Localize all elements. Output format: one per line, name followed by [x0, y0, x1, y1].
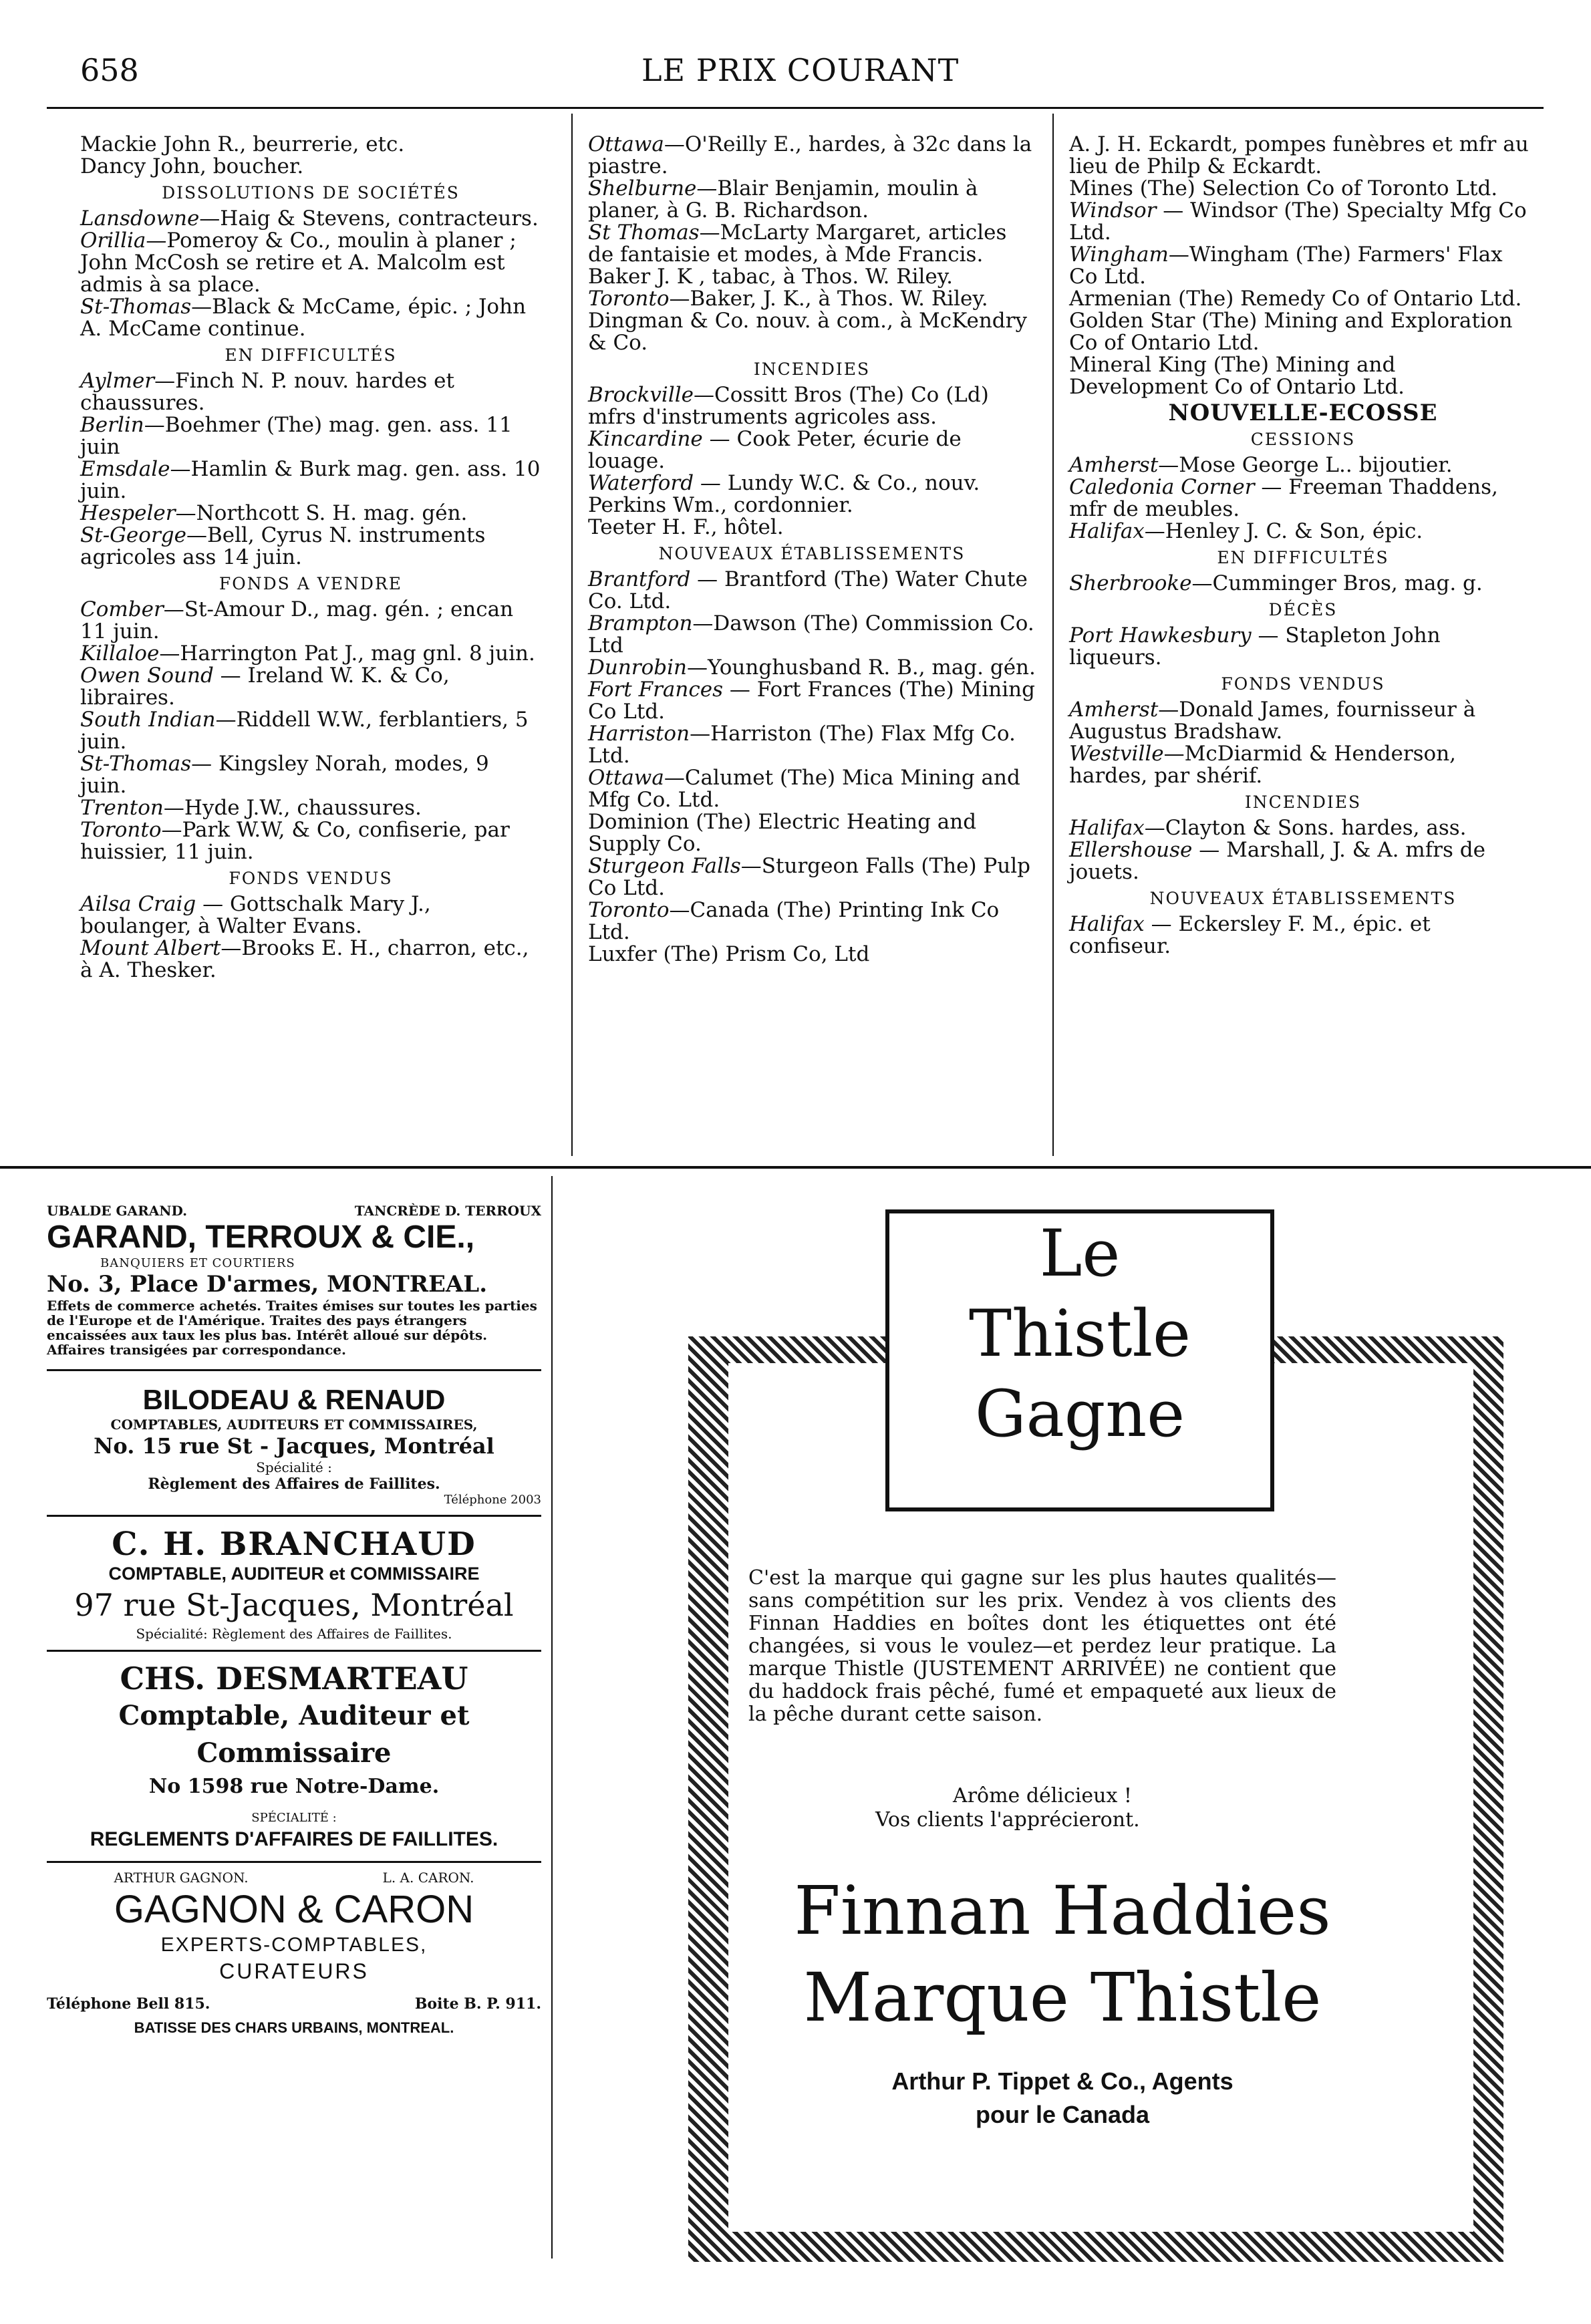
partner-name: L. A. CARON. [382, 1870, 474, 1886]
ad-desmarteau [47, 1660, 541, 1854]
product-name [768, 1868, 1356, 2041]
firm-subtitle: Comptable, Auditeur et Commissaire [118, 1700, 470, 1769]
firm-subtitle: BANQUIERS ET COURTIERS [100, 1256, 295, 1270]
entry: Mineral King (The) Mining and Development Co of Ontario Ltd. [1069, 353, 1405, 399]
ad-gagnon [47, 1870, 541, 2037]
entry: Amherst—Donald James, fournisseur à Augustus Bradshaw. [1069, 698, 1476, 744]
firm-subtitle-2: CURATEURS [219, 1959, 369, 1983]
telephone: Téléphone 2003 [444, 1493, 541, 1507]
running-title: LE PRIX COURANT [641, 52, 960, 88]
entry: Baker J. K , tabac, à Thos. W. Riley. [588, 265, 954, 289]
ad-rule [47, 1515, 541, 1517]
ad-divider [551, 1176, 553, 2259]
firm-subtitle: COMPTABLE, AUDITEUR et COMMISSAIRE [108, 1564, 480, 1584]
ad-rule [47, 1650, 541, 1652]
entry: Lansdowne—Haig & Stevens, contracteurs. [80, 206, 539, 231]
entry: Comber—St-Amour D., mag. gén. ; encan 11 juin. [80, 597, 514, 643]
section-heading: FONDS VENDUS [1221, 674, 1385, 694]
agent-line: Arthur P. Tippet & Co., Agents [891, 2067, 1234, 2095]
entry: Perkins Wm., cordonnier. [588, 493, 853, 517]
entry: Ellershouse — Marshall, J. & A. mfrs de jouets. [1069, 838, 1485, 884]
province-heading: NOUVELLE-ECOSSE [1168, 400, 1438, 426]
entry: Ottawa—Calumet (The) Mica Mining and Mfg Co. Ltd. [588, 766, 1020, 812]
section-rule [0, 1166, 1591, 1169]
entry: Westville—McDiarmid & Henderson, hardes, par shérif. [1069, 742, 1457, 788]
ad-bilodeau [47, 1383, 541, 1507]
ad-branchaud [47, 1525, 541, 1642]
section-heading: CESSIONS [1250, 430, 1356, 449]
entry: St Thomas—McLarty Margaret, articles de fantaisie et modes, à Mde Francis. [588, 221, 1007, 267]
entry: Toronto—Canada (The) Printing Ink Co Ltd. [588, 898, 1000, 944]
entry: Harriston—Harriston (The) Flax Mfg Co. Ltd. [588, 722, 1016, 768]
title-line: Thistle [969, 1296, 1191, 1371]
entry: Sherbrooke—Cumminger Bros, mag. g. [1069, 571, 1483, 595]
firm-address: 97 rue St-Jacques, Montréal [74, 1587, 514, 1623]
entry: Halifax—Henley J. C. & Son, épic. [1069, 519, 1423, 543]
title-line: Gagne [974, 1376, 1185, 1451]
partner-name: UBALDE GARAND. [47, 1203, 188, 1219]
business-ads [47, 1203, 541, 2037]
entry: Brockville—Cossitt Bros (The) Co (Ld) mfrs d'instruments agricoles ass. [588, 383, 989, 429]
specialty-label: Spécialité : [256, 1459, 332, 1475]
entry: Amherst—Mose George L.. bijoutier. [1069, 453, 1453, 477]
entry: St-Thomas—Black & McCame, épic. ; John A. McCame continue. [80, 295, 527, 341]
entry: Waterford — Lundy W.C. & Co., nouv. [588, 471, 980, 495]
column-3 [1069, 134, 1537, 958]
entry: Toronto—Baker, J. K., à Thos. W. Riley. [588, 287, 988, 311]
telephone: Téléphone Bell 815. [47, 1995, 210, 2013]
section-heading: NOUVEAUX ÉTABLISSEMENTS [658, 544, 966, 563]
entry: Toronto—Park W.W, & Co, confiserie, par huissier, 11 juin. [80, 818, 510, 864]
section-heading: DISSOLUTIONS DE SOCIÉTÉS [162, 183, 460, 202]
entry: Luxfer (The) Prism Co, Ltd [588, 942, 870, 966]
entry: South Indian—Riddell W.W., ferblantiers, 5 juin. [80, 708, 529, 754]
entry: Teeter H. F., hôtel. [588, 515, 784, 539]
entry: Dominion (The) Electric Heating and Supply Co. [588, 810, 977, 856]
firm-address: BATISSE DES CHARS URBAINS, MONTREAL. [134, 2019, 454, 2036]
firm-description: Effets de commerce achetés. Traites émises sur toutes les parties de l'Europe et de l'Amérique. Traites des pays étrangers encaissées aux taux les plus bas. Intérêt alloué sur dépôts. Affaires transigées par correspondance. [47, 1298, 537, 1358]
entry: Windsor — Windsor (The) Specialty Mfg Co Ltd. [1069, 198, 1527, 245]
po-box: Boite B. P. 911. [414, 1995, 541, 2013]
firm-name: GAGNON & CARON [114, 1888, 474, 1931]
entry: Brantford — Brantford (The) Water Chute Co. Ltd. [588, 567, 1028, 613]
entry: Halifax—Clayton & Sons. hardes, ass. [1069, 816, 1467, 840]
column-divider-1 [571, 114, 573, 1156]
thistle-ad-tagline [875, 1784, 1209, 1832]
entry: Mines (The) Selection Co of Toronto Ltd. [1069, 176, 1498, 200]
entry: Kincardine — Cook Peter, écurie de louage. [588, 427, 962, 473]
firm-subtitle: COMPTABLES, AUDITEURS ET COMMISSAIRES, [110, 1417, 478, 1433]
entry: Golden Star (The) Mining and Exploration Co of Ontario Ltd. [1069, 309, 1513, 355]
section-heading: FONDS VENDUS [229, 869, 393, 888]
entry: Dancy John, boucher. [80, 154, 304, 178]
entry: Dingman & Co. nouv. à com., à McKendry & Co. [588, 309, 1027, 355]
firm-name: C. H. BRANCHAUD [112, 1526, 476, 1563]
firm-name: GARAND, TERROUX & CIE., [47, 1219, 475, 1255]
tagline-line: Vos clients l'apprécieront. [875, 1808, 1140, 1832]
specialty: Règlement des Affaires de Faillites. [148, 1475, 440, 1493]
entry: Emsdale—Hamlin & Burk mag. gen. ass. 10 juin. [80, 457, 541, 503]
agent-credit [768, 2065, 1356, 2132]
ad-rule [47, 1861, 541, 1863]
section-heading: DÉCÈS [1268, 600, 1338, 619]
entry: Mount Albert—Brooks E. H., charron, etc., à A. Thesker. [80, 936, 529, 982]
page-number: 658 [80, 52, 139, 88]
specialty: Spécialité: Règlement des Affaires de Faillites. [136, 1626, 452, 1642]
entry: Ottawa—O'Reilly E., hardes, à 32c dans la piastre. [588, 132, 1032, 178]
entry: Aylmer—Finch N. P. nouv. hardes et chaussures. [80, 369, 454, 415]
entry: Halifax — Eckersley F. M., épic. et confiseur. [1069, 912, 1431, 958]
entry: Brampton—Dawson (The) Commission Co. Ltd [588, 611, 1034, 658]
agent-line: pour le Canada [975, 2101, 1150, 2128]
firm-name: BILODEAU & RENAUD [142, 1384, 446, 1415]
partner-name: ARTHUR GAGNON. [114, 1870, 249, 1886]
section-heading: EN DIFFICULTÉS [225, 345, 397, 365]
entry: Ailsa Craig — Gottschalk Mary J., boulanger, à Walter Evans. [80, 892, 431, 938]
ad-garand [47, 1203, 541, 1357]
partner-name: TANCRÈDE D. TERROUX [354, 1203, 541, 1219]
product-line: Marque Thistle [803, 1958, 1322, 2037]
entry: Sturgeon Falls—Sturgeon Falls (The) Pulp Co Ltd. [588, 854, 1031, 900]
title-line: Le [1039, 1216, 1121, 1291]
entry: Wingham—Wingham (The) Farmers' Flax Co Ltd. [1069, 243, 1503, 289]
firm-name: CHS. DESMARTEAU [120, 1660, 468, 1697]
firm-address: No. 3, Place D'armes, MONTREAL. [47, 1271, 488, 1298]
entry: St-George—Bell, Cyrus N. instruments agricoles ass 14 juin. [80, 523, 486, 569]
firm-subtitle: EXPERTS-COMPTABLES, [160, 1934, 428, 1956]
product-line: Finnan Haddies [794, 1872, 1331, 1950]
entry: Port Hawkesbury — Stapleton John liqueurs. [1069, 623, 1441, 670]
section-heading: INCENDIES [1244, 792, 1362, 812]
column-1 [80, 134, 541, 982]
thistle-ad-body: C'est la marque qui gagne sur les plus hautes qualités—sans compétition sur les prix. Vendez à vos clients des Finnan Haddies en boîtes dont les étiquettes ont été changées, si vous le voulez—et perdez leur pratique. La marque Thistle (JUSTEMENT ARRIVÉE) ne contient que du haddock frais pêché, fumé et empaqueté aux lieux de la pêche durant cette saison. [748, 1566, 1336, 1726]
entry: Mackie John R., beurrerie, etc. [80, 132, 405, 156]
entry: Killaloe—Harrington Pat J., mag gnl. 8 juin. [80, 641, 535, 666]
thistle-title-box [885, 1209, 1274, 1511]
section-heading: INCENDIES [753, 359, 871, 379]
column-divider-2 [1052, 114, 1054, 1156]
firm-address: No. 15 rue St - Jacques, Montréal [94, 1433, 494, 1459]
entry: Orillia—Pomeroy & Co., moulin à planer ; John McCosh se retire et A. Malcolm est admis à sa place. [80, 229, 517, 297]
tagline-line: Arôme délicieux ! [953, 1784, 1132, 1807]
section-heading: FONDS A VENDRE [219, 574, 403, 593]
specialty: REGLEMENTS D'AFFAIRES DE FAILLITES. [90, 1828, 498, 1850]
specialty-label: SPÉCIALITÉ : [251, 1811, 337, 1825]
column-2 [588, 134, 1036, 966]
entry: St-Thomas— Kingsley Norah, modes, 9 juin. [80, 752, 489, 798]
entry: Trenton—Hyde J.W., chaussures. [80, 796, 422, 820]
section-heading: NOUVEAUX ÉTABLISSEMENTS [1149, 889, 1457, 908]
entry: Armenian (The) Remedy Co of Ontario Ltd. [1069, 287, 1522, 311]
section-heading: EN DIFFICULTÉS [1217, 548, 1389, 567]
entry: Dunrobin—Younghusband R. B., mag. gén. [588, 656, 1036, 680]
entry: Shelburne—Blair Benjamin, moulin à planer, à G. B. Richardson. [588, 176, 978, 223]
ad-rule [47, 1369, 541, 1371]
page-header [0, 40, 1591, 100]
header-rule [47, 107, 1544, 109]
entry: Caledonia Corner — Freeman Thaddens, mfr de meubles. [1069, 475, 1498, 521]
firm-address: No 1598 rue Notre-Dame. [148, 1775, 440, 1798]
entry: Hespeler—Northcott S. H. mag. gén. [80, 501, 468, 525]
entry: Berlin—Boehmer (The) mag. gen. ass. 11 juin [80, 413, 513, 459]
entry: Fort Frances — Fort Frances (The) Mining Co Ltd. [588, 678, 1035, 724]
entry: Owen Sound — Ireland W. K. & Co, libraires. [80, 664, 450, 710]
entry: A. J. H. Eckardt, pompes funèbres et mfr au lieu de Philp & Eckardt. [1069, 132, 1529, 178]
